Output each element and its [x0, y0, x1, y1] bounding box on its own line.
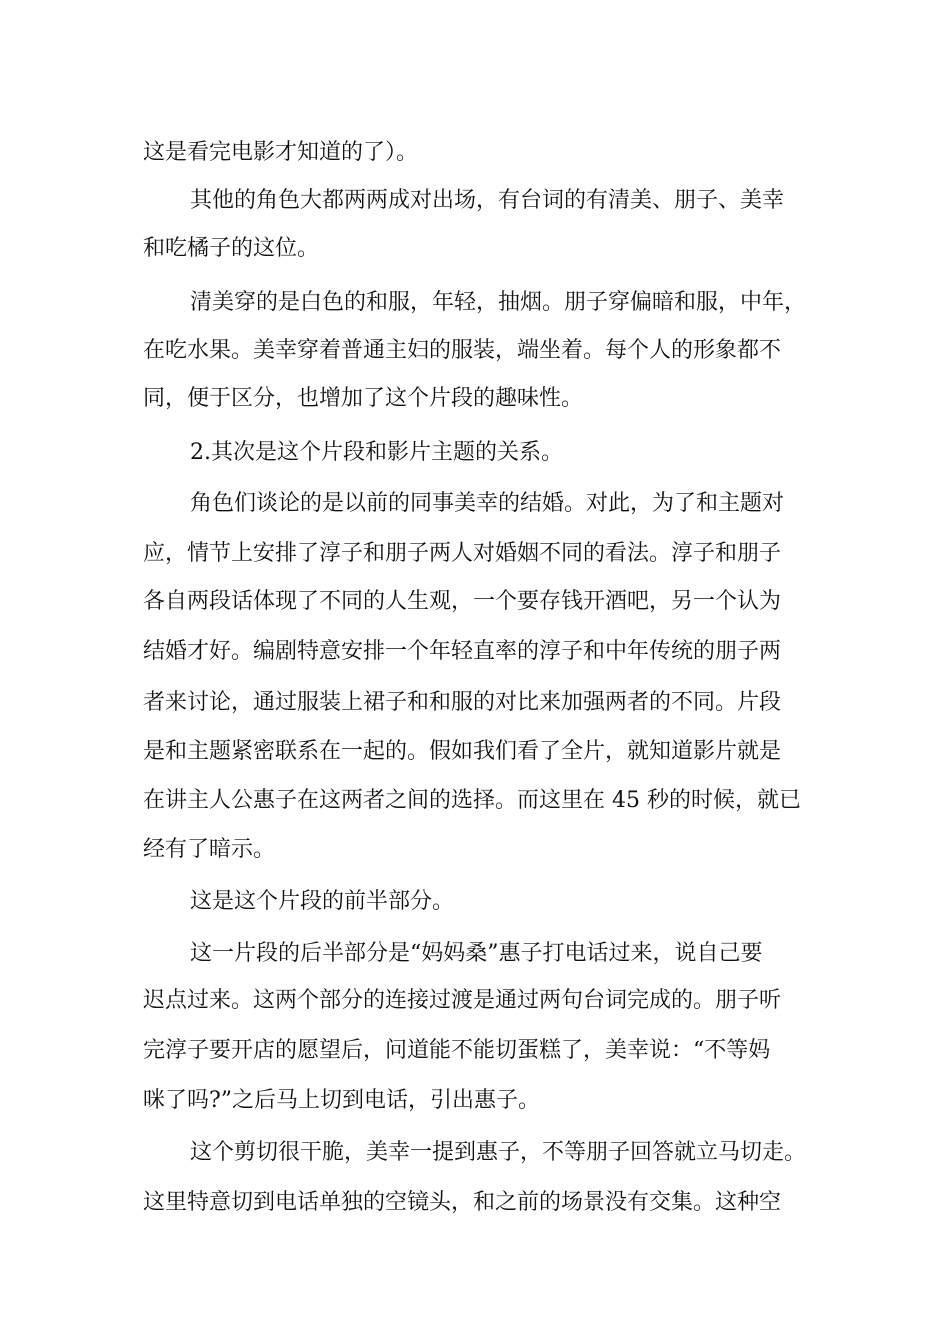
paragraph-start-line: 清美穿的是白色的和服，年轻，抽烟。朋子穿偏暗和服，中年， — [190, 290, 807, 315]
text-line: 在吃水果。美幸穿着普通主妇的服装，端坐着。每个人的形象都不 — [143, 338, 782, 363]
text-line: 在讲主人公惠子在这两者之间的选择。而这里在 45 秒的时候，就已 — [143, 788, 801, 813]
text-line: 迟点过来。这两个部分的连接过渡是通过两句台词完成的。朋子听 — [143, 988, 782, 1013]
section-heading: 2.其次是这个片段和影片主题的关系。 — [190, 440, 563, 465]
text-line: 同，便于区分，也增加了这个片段的趣味性。 — [143, 386, 584, 411]
text-line: 结婚才好。编剧特意安排一个年轻直率的淳子和中年传统的朋子两 — [143, 639, 782, 664]
text-line: 各自两段话体现了不同的人生观，一个要存钱开酒吧，另一个认为 — [143, 589, 782, 614]
text-line: 这里特意切到电话单独的空镜头，和之前的场景没有交集。这种空 — [143, 1190, 782, 1215]
paragraph-start-line: 角色们谈论的是以前的同事美幸的结婚。对此，为了和主题对 — [190, 491, 785, 516]
text-line: 是和主题紧密联系在一起的。假如我们看了全片，就知道影片就是 — [143, 739, 782, 764]
text-line: 经有了暗示。 — [143, 837, 276, 862]
paragraph-start-line: 这一片段的后半部分是“妈妈桑”惠子打电话过来，说自己要 — [190, 941, 763, 966]
paragraph-start-line: 其他的角色大都两两成对出场，有台词的有清美、朋子、美幸 — [190, 188, 785, 213]
text-line: 应，情节上安排了淳子和朋子两人对婚姻不同的看法。淳子和朋子 — [143, 541, 782, 566]
text-line: 者来讨论，通过服装上裙子和和服的对比来加强两者的不同。片段 — [143, 690, 782, 715]
text-line: 完淳子要开店的愿望后，问道能不能切蛋糕了，美幸说：“不等妈 — [143, 1038, 771, 1063]
paragraph-start-line: 这是这个片段的前半部分。 — [190, 889, 455, 914]
text-line: 和吃橘子的这位。 — [143, 236, 320, 261]
paragraph-start-line: 这个剪切很干脆，美幸一提到惠子，不等朋子回答就立马切走。 — [190, 1140, 807, 1165]
text-line: 这是看完电影才知道的了）。 — [143, 140, 419, 165]
text-line: 咪了吗?”之后马上切到电话，引出惠子。 — [143, 1088, 541, 1113]
